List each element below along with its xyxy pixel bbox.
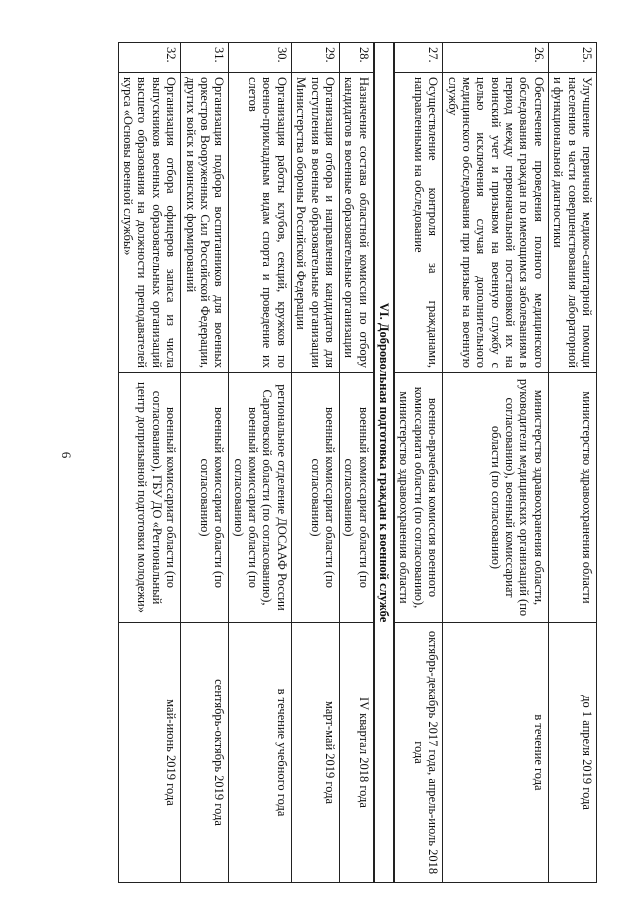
deadline-text: май-июнь 2019 года — [118, 623, 181, 883]
activity-text: Организация отбора офицеров запаса из числа выпускников военных образовательных организаций высшего образования на должности преподавателей курса «Основы военной службы» — [118, 73, 181, 373]
responsible-executor: военный комиссариат области (по согласованию) — [340, 373, 374, 623]
table-row — [118, 43, 181, 883]
deadline-text: в течение года — [443, 623, 549, 883]
deadline-text: сентябрь-октябрь 2019 года — [181, 623, 229, 883]
table-row — [291, 43, 339, 883]
action-plan-table — [118, 42, 597, 883]
section-header-row — [374, 43, 394, 883]
deadline-text: октябрь-декабрь 2017 года, апрель-июль 2018 года — [394, 623, 443, 883]
responsible-executor: региональное отделение ДОСААФ России Саратовской области (по согласованию), военный комиссариат области (по согласованию) — [229, 373, 292, 623]
deadline-text: до 1 апреля 2019 года — [548, 623, 596, 883]
activity-text: Осуществление контроля за гражданами, направленными на обследование — [394, 73, 443, 373]
row-number: 32. — [118, 43, 181, 73]
responsible-executor: министерство здравоохранения области, руководители медицинских организаций (по согласованию), военный комиссариат области (по согласованию) — [443, 373, 549, 623]
deadline-text: IV квартал 2018 года — [340, 623, 374, 883]
table-row — [181, 43, 229, 883]
row-number: 28. — [340, 43, 374, 73]
section-header-group — [374, 43, 394, 883]
responsible-executor: военный комиссариат области (по согласованию) — [181, 373, 229, 623]
activity-text: Улучшение первичной медико-санитарной помощи населению в части совершенствования лабораторной и функциональной диагностики — [548, 73, 596, 373]
responsible-executor: военный комиссариат области (по согласованию), ГБУ ДО «Региональный центр допризывной подготовки молодежи» — [118, 373, 181, 623]
activity-text: Обеспечение проведения полного медицинского обследования граждан по имеющимся заболеваниям в период между первоначальной постановкой их на воинский учет и призывом на военную службу с целью исключения случая дополнительного медицинского обследования при призыве на военную службу — [443, 73, 549, 373]
responsible-executor: военно-врачебная комиссия военного комиссариата области (по согласованию), министерство здравоохранения области — [394, 373, 443, 623]
activity-text: Организация отбора и направления кандидатов для поступления в военные образовательные организации Министерства обороны Российской Федерации — [291, 73, 339, 373]
row-number: 29. — [291, 43, 339, 73]
table-row — [394, 43, 443, 883]
responsible-executor: министерство здравоохранения области — [548, 373, 596, 623]
row-number: 31. — [181, 43, 229, 73]
deadline-text: в течение учебного года — [229, 623, 292, 883]
rotated-page-content — [97, 42, 597, 882]
activity-text: Организация работы клубов, секций, кружков по военно-прикладным видам спорта и проведение их слетов — [229, 73, 292, 373]
activity-text: Организация подбора воспитанников для военных оркестров Вооруженных Сил Российской Федерации, других войск и воинских формирований — [181, 73, 229, 373]
activity-text: Назначение состава областной комиссии по отбору кандидатов в военные образовательные организации — [340, 73, 374, 373]
table-body-before-section — [394, 43, 596, 883]
table-row — [443, 43, 549, 883]
row-number: 26. — [443, 43, 549, 73]
row-number: 30. — [229, 43, 292, 73]
table-body-after-section — [118, 43, 374, 883]
table-row — [229, 43, 292, 883]
page-number: 6 — [59, 451, 74, 459]
row-number: 25. — [548, 43, 596, 73]
table-row — [340, 43, 374, 883]
row-number: 27. — [394, 43, 443, 73]
responsible-executor: военный комиссариат области (по согласованию) — [291, 373, 339, 623]
deadline-text: март-май 2019 года — [291, 623, 339, 883]
section-title: VI. Добровольная подготовка граждан к военной службе — [374, 43, 394, 883]
table-row — [548, 43, 596, 883]
